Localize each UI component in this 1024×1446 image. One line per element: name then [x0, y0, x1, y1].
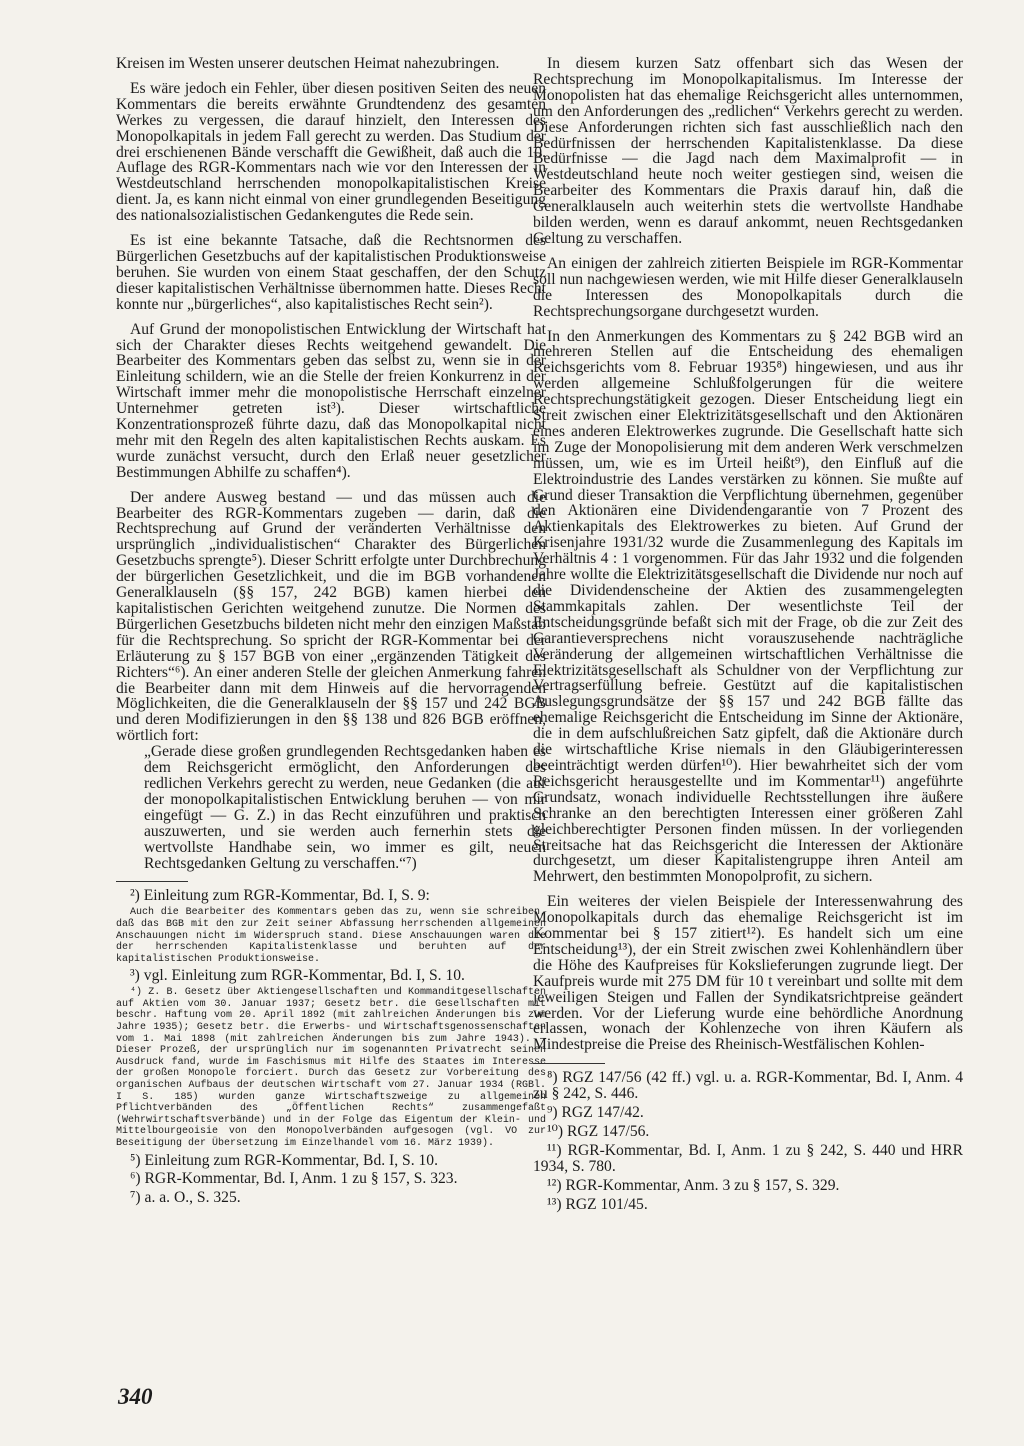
paragraph: An einigen der zahlreich zitierten Beispiele im RGR-Kommentar soll nun nachgewiesen werden, wie mit Hilfe dieser Generalklauseln die Interessen des Monopolkapitals durch die Rechtsprechungsorgane durchgesetzt wurden.	[533, 254, 963, 320]
footnote-divider	[533, 1063, 605, 1064]
footnote: ⁹) RGZ 147/42.	[547, 1104, 644, 1122]
right-column	[533, 56, 963, 1213]
block-quote: „Gerade diese großen grundlegenden Rechtsgedanken haben es dem Reichsgericht ermöglicht, den Anforderungen des redlichen Verkehrs gerecht zu werden, neue Gedanken (die auf der monopolkapitalistischen Entwicklung beruhen — von mir eingefügt — G. Z.) in das Recht einzuführen und praktisch auszuwerten, und sie werden auch fernerhin stets die wertvollste Handhabe sein, wo immer es gilt, neuen Rechtsgedanken Geltung zu verschaffen.“⁷)	[144, 743, 546, 872]
footnote: ⁴) Z. B. Gesetz über Aktiengesellschaften und Kommanditgesellschaften auf Aktien vom 30. Januar 1937; Gesetz betr. die Gesellschaften mit beschr. Haftung vom 20. April 1892 (mit zahlreichen Änderungen bis zum Jahre 1935); Gesetz betr. die Erwerbs- und Wirtschaftsgenossenschaften vom 1. Mai 1898 (mit zahlreichen Änderungen bis zum Jahre 1943). — Dieser Prozeß, der ursprünglich nur im sogenannten Privatrecht seinen Ausdruck fand, wurde im Faschismus mit Hilfe des Staates im Interesse der großen Monopole forciert. Durch das Gesetz zur Vorbereitung des organischen Aufbaus der deutschen Wirtschaft vom 27. Januar 1934 (RGBl. I S. 185) wurden ganze Wirtschaftszweige zu allgemeinen Pflichtverbänden des „Öffentlichen Rechts“ zusammengefaßt (Wehrwirtschaftsverbände) und in der Folge das Eigentum der Klein- und Mittelbourgeoisie von den Monopolverbänden aufgesogen (vgl. VO zur Beseitigung der Übersetzung im Einzelhandel vom 16. März 1939).	[116, 987, 546, 1149]
paragraph: Es wäre jedoch ein Fehler, über diesen positiven Seiten des neuen Kommentars die bereits erwähnte Grundtendenz des gesamten Werkes zu vergessen, die darauf hinzielt, den Interessen des Monopolkapitals in jedem Fall gerecht zu werden. Das Studium der drei erschienenen Bände verschafft die Gewißheit, daß auch die 10. Auflage des RGR-Kommentars nach wie vor den Interessen der in Westdeutschland herrschenden monopolkapitalistischen Kreise dient. Ja, es kann nicht einmal von einer grundlegenden Beseitigung des nationalsozialistischen Gedankengutes die Rede sein.	[116, 79, 546, 225]
footnote: ¹²) RGR-Kommentar, Anm. 3 zu § 157, S. 329.	[547, 1176, 840, 1194]
page-number: 340	[118, 1384, 153, 1409]
footnote: Auch die Bearbeiter des Kommentars geben das zu, wenn sie schreiben, daß das BGB mit den zur Zeit seiner Abfassung herrschenden allgemeinen Anschauungen nicht im Widerspruch stand. Diese Anschauungen waren die der herrschenden Kapitalistenklasse und beruhten auf der kapitalistischen Produktionsweise.	[116, 907, 546, 965]
footnote: ¹³) RGZ 101/45.	[547, 1195, 648, 1213]
footnote: ¹¹) RGR-Kommentar, Bd. I, Anm. 1 zu § 242, S. 440 und HRR 1934, S. 780.	[533, 1141, 963, 1175]
paragraph: Auf Grund der monopolistischen Entwicklung der Wirtschaft hat sich der Charakter dieses Rechts weitgehend gewandelt. Die Bearbeiter des Kommentars geben das selbst zu, wenn sie in der Einleitung schildern, wie an die Stelle der freien Konkurrenz in der Wirtschaft immer mehr die monopolistische Herrschaft einzelner Unternehmer getreten ist³). Dieser wirtschaftliche Konzentrationsprozeß führte dazu, daß das Monopolkapital nicht mehr mit den Regeln des alten kapitalistischen Rechts auskam. Es wurde zunächst versucht, durch den Erlaß neuer gesetzlicher Bestimmungen Abhilfe zu schaffen⁴).	[116, 320, 546, 481]
left-column	[116, 56, 546, 1206]
footnote: ⁶) RGR-Kommentar, Bd. I, Anm. 1 zu § 157, S. 323.	[130, 1170, 458, 1188]
footnote: ¹⁰) RGZ 147/56.	[547, 1123, 650, 1140]
footnote: ⁵) Einleitung zum RGR-Kommentar, Bd. I, S. 10.	[130, 1151, 438, 1169]
paragraph: Kreisen im Westen unserer deutschen Heimat nahezubringen.	[116, 55, 500, 72]
footnote: ⁸) RGZ 147/56 (42 ff.) vgl. u. a. RGR-Kommentar, Bd. I, Anm. 4 zu § 242, S. 446.	[533, 1069, 963, 1103]
paragraph: In den Anmerkungen des Kommentars zu § 242 BGB wird an mehreren Stellen auf die Entscheidung des ehemaligen Reichsgerichts vom 8. Februar 1935⁸) hingewiesen, und aus ihr werden allgemeine Schlußfolgerungen für die weitere Rechtsprechungstätigkeit gezogen. Dieser Entscheidung liegt ein Streit zwischen einer Elektrizitätsgesellschaft und den Aktionären eines anderen Elektrowerkes zugrunde. Die Gesellschaft hatte sich im Zuge der Monopolisierung mit dem anderen Werk verschmelzen müssen, um, wie es im Urteil heißt⁹), den Einfluß auf die Elektroindustrie des Landes verstärken zu können. Sie mußte auf Grund dieser Transaktion die Verpflichtung übernehmen, gegenüber den Aktionären eine Dividendengarantie von 7 Prozent des Aktienkapitals des Elektrowerkes zu bieten. Auf Grund der Krisenjahre 1931/32 wurde die Zusammenlegung des Kapitals im Verhältnis 4 : 1 vorgenommen. Für das Jahr 1932 und die folgenden Jahre wollte die Elektrizitätsgesellschaft die Dividende nur noch auf die Dividendenscheine der Aktien des zusammengelegten Stammkapitals zahlen. Der wesentlichste Teil der Entscheidungsgründe befaßt sich mit der Frage, ob die zur Zeit des Garantieversprechens nicht vorauszusehende nachträgliche Veränderung der allgemeinen wirtschaftlichen Verhältnisse die Elektrizitätsgesellschaft als Schuldner von der Verpflichtung zur Vertragserfüllung befreie. Gestützt auf die kapitalistischen Auslegungsgrundsätze der §§ 157 und 242 BGB fällte das ehemalige Reichsgericht die Entscheidung im Sinne der Aktionäre, die in dem aufschlußreichen Satz gipfelt, daß die Aktionäre durch die wirtschaftliche Krise niemals in den Gläubigerinteressen beeinträchtigt werden dürfen¹⁰). Hier bewahrheitet sich der vom Reichsgericht herausgestellte und im Kommentar¹¹) angeführte Grundsatz, wonach individuelle Rechtsstellungen ihre äußere Schranke an den berechtigten Interessen einer größeren Zahl gleichberechtigter Personen finden müssen. In der vorliegenden Streitsache hat das Reichsgericht die Interessen der Aktionäre durchgesetzt, um dieser Kapitalistengruppe ihren Anteil am Mehrwert, den bestimmten Monopolprofit, zu sichern.	[533, 327, 963, 886]
footnote-divider	[116, 881, 188, 882]
footnote: ²) Einleitung zum RGR-Kommentar, Bd. I, S. 9:	[130, 887, 430, 905]
footnote: ⁷) a. a. O., S. 325.	[130, 1189, 241, 1207]
paragraph: Der andere Ausweg bestand — und das müssen auch die Bearbeiter des RGR-Kommentars zugeben — darin, daß die Rechtsprechung auf Grund der veränderten Verhältnisse den ursprünglich „individualistischen“ Charakter des Bürgerlichen Gesetzbuchs sprengte⁵). Dieser Schritt erfolgte unter Durchbrechung der bürgerlichen Gesetzlichkeit, und die im BGB vorhandenen Generalklauseln (§§ 157, 242 BGB) kamen hierbei den kapitalistischen Gerichten weitgehend zunutze. Die Normen des Bürgerlichen Gesetzbuchs bildeten nicht mehr den einzigen Maßstab für die Rechtsprechung. So spricht der RGR-Kommentar bei der Erläuterung zu § 157 BGB von einer „ergänzenden Tätigkeit des Richters“⁶). An einer anderen Stelle der gleichen Anmerkung fahren die Bearbeiter dann mit dem Hinweis auf die hervorragenden Möglichkeiten, die die Generalklauseln der §§ 157 und 242 BGB und deren Modifizierungen in den §§ 138 und 826 BGB eröffnen, wörtlich fort:	[116, 488, 546, 745]
paragraph: Es ist eine bekannte Tatsache, daß die Rechtsnormen des Bürgerlichen Gesetzbuchs auf der kapitalistischen Produktionsweise beruhen. Sie wurden von einem Staat geschaffen, der den Schutz dieser kapitalistischen Verhältnisse übernommen hatte. Dieses Recht konnte nur „bürgerliches“, also kapitalistisches Recht sein²).	[116, 232, 546, 313]
paragraph: Ein weiteres der vielen Beispiele der Interessenwahrung des Monopolkapitals durch das ehemalige Reichsgericht ist im Kommentar bei § 157 zitiert¹²). Es handelt sich um eine Entscheidung¹³), der ein Streit zwischen zwei Kohlenhändlern über die Höhe des Kaufpreises für Kokslieferungen zugrunde liegt. Der Kaufpreis wurde mit 275 DM für 10 t vereinbart und sollte mit dem jeweiligen Steigen und Fallen der Syndikatsrichtpreise geändert werden. Vor der Lieferung wurde eine behördliche Anordnung erlassen, wonach der Kohlenzeche von ihren Käufern als Mindestpreise die Preise des Rheinisch-Westfälischen Kohlen-	[533, 893, 963, 1054]
footnote: ³) vgl. Einleitung zum RGR-Kommentar, Bd. I, S. 10.	[130, 967, 465, 985]
paragraph: In diesem kurzen Satz offenbart sich das Wesen der Rechtsprechung im Monopolkapitalismus. Im Interesse der Monopolisten hat das ehemalige Reichsgericht alles unternommen, um den Anforderungen des „redlichen“ Verkehrs gerecht zu werden. Diese Anforderungen richten sich fast ausschließlich nach den Bedürfnissen der herrschenden Kapitalistenklasse. Da diese Bedürfnisse — die Jagd nach dem Maximalprofit — in Westdeutschland heute noch weiter gestiegen sind, weisen die Bearbeiter des Kommentars die Praxis darauf hin, daß die Generalklauseln auch weiterhin stets die wertvollste Handhabe bilden werden, wenn es darauf ankommt, neuen Rechtsgedanken Geltung zu verschaffen.	[533, 55, 963, 247]
